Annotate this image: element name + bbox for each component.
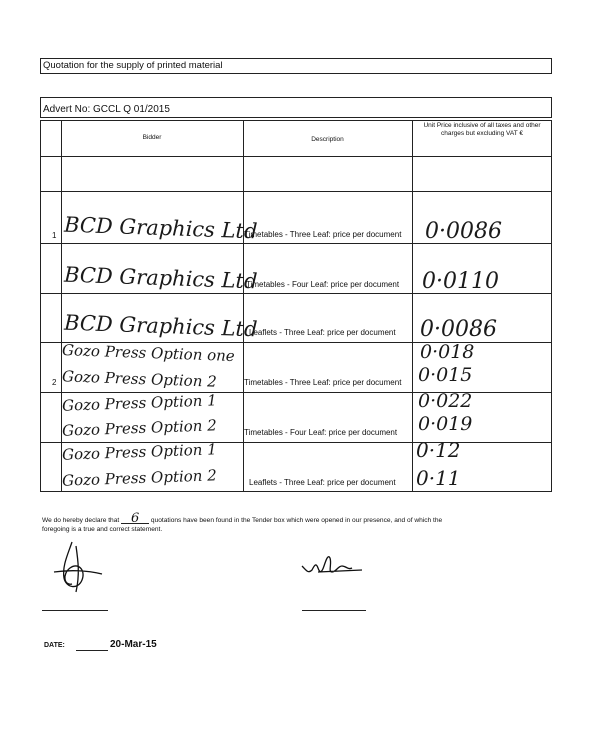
header-unit-price: Unit Price inclusive of all taxes and other charges but excluding VAT € — [423, 122, 541, 137]
unit-price-handwritten: 0·022 — [418, 390, 473, 412]
item-description: Timetables - Four Leaf: price per document — [246, 280, 400, 289]
declaration-count: 6 — [121, 514, 149, 524]
unit-price-handwritten: 0·015 — [418, 364, 473, 386]
unit-price-handwritten: 0·018 — [420, 341, 475, 363]
bidder-handwritten: BCD Graphics Ltd — [63, 310, 258, 342]
declaration-prefix: We do hereby declare that — [42, 517, 120, 524]
bidder-handwritten: Gozo Press Option 2 — [61, 416, 218, 440]
bidder-handwritten: BCD Graphics Ltd — [63, 262, 258, 294]
date-label: DATE: — [44, 642, 65, 649]
unit-price-handwritten: 0·019 — [418, 413, 473, 435]
bidder-handwritten: Gozo Press Option 2 — [61, 466, 218, 490]
row-divider — [40, 392, 552, 393]
bidder-handwritten: Gozo Press Option 1 — [61, 440, 218, 464]
header-description: Description — [311, 136, 344, 143]
item-description: Leaflets - Three Leaf: price per document — [249, 478, 396, 487]
date-line — [76, 650, 108, 651]
item-description: Timetables - Four Leaf: price per document — [244, 428, 398, 437]
row-divider — [40, 156, 552, 157]
bidder-handwritten: BCD Graphics Ltd — [63, 212, 258, 244]
bidder-handwritten: Gozo Press Option 2 — [61, 367, 218, 391]
item-description: Timetables - Three Leaf: price per document — [244, 230, 402, 239]
advert-number: Advert No: GCCL Q 01/2015 — [43, 104, 170, 115]
signature-right — [298, 544, 368, 584]
signature-left — [42, 536, 112, 596]
date-value: 20-Mar-15 — [110, 639, 157, 650]
bidder-handwritten: Gozo Press Option 1 — [61, 391, 218, 415]
header-bidder: Bidder — [142, 134, 162, 141]
document-title: Quotation for the supply of printed material — [43, 60, 223, 71]
unit-price-handwritten: 0·0110 — [422, 269, 499, 294]
row-number: 2 — [52, 378, 57, 387]
unit-price-handwritten: 0·0086 — [425, 219, 502, 244]
bidder-handwritten: Gozo Press Option one — [61, 340, 236, 366]
signature-line-left — [42, 610, 108, 611]
item-description: Leaflets - Three Leaf: price per document — [249, 328, 396, 337]
unit-price-handwritten: 0·12 — [416, 438, 461, 462]
unit-price-handwritten: 0·0086 — [420, 317, 497, 342]
declaration-suffix: quotations have been found in the Tender box which were opened in our presence, and of which the — [150, 517, 443, 524]
col-divider-desc — [412, 120, 413, 492]
declaration-text — [42, 511, 562, 526]
item-description: Timetables - Three Leaf: price per document — [244, 378, 402, 387]
unit-price-handwritten: 0·11 — [416, 466, 461, 490]
row-divider — [40, 191, 552, 192]
row-number: 1 — [52, 231, 57, 240]
signature-line-right — [302, 610, 366, 611]
declaration-line2: foregoing is a true and correct statement. — [42, 526, 163, 533]
